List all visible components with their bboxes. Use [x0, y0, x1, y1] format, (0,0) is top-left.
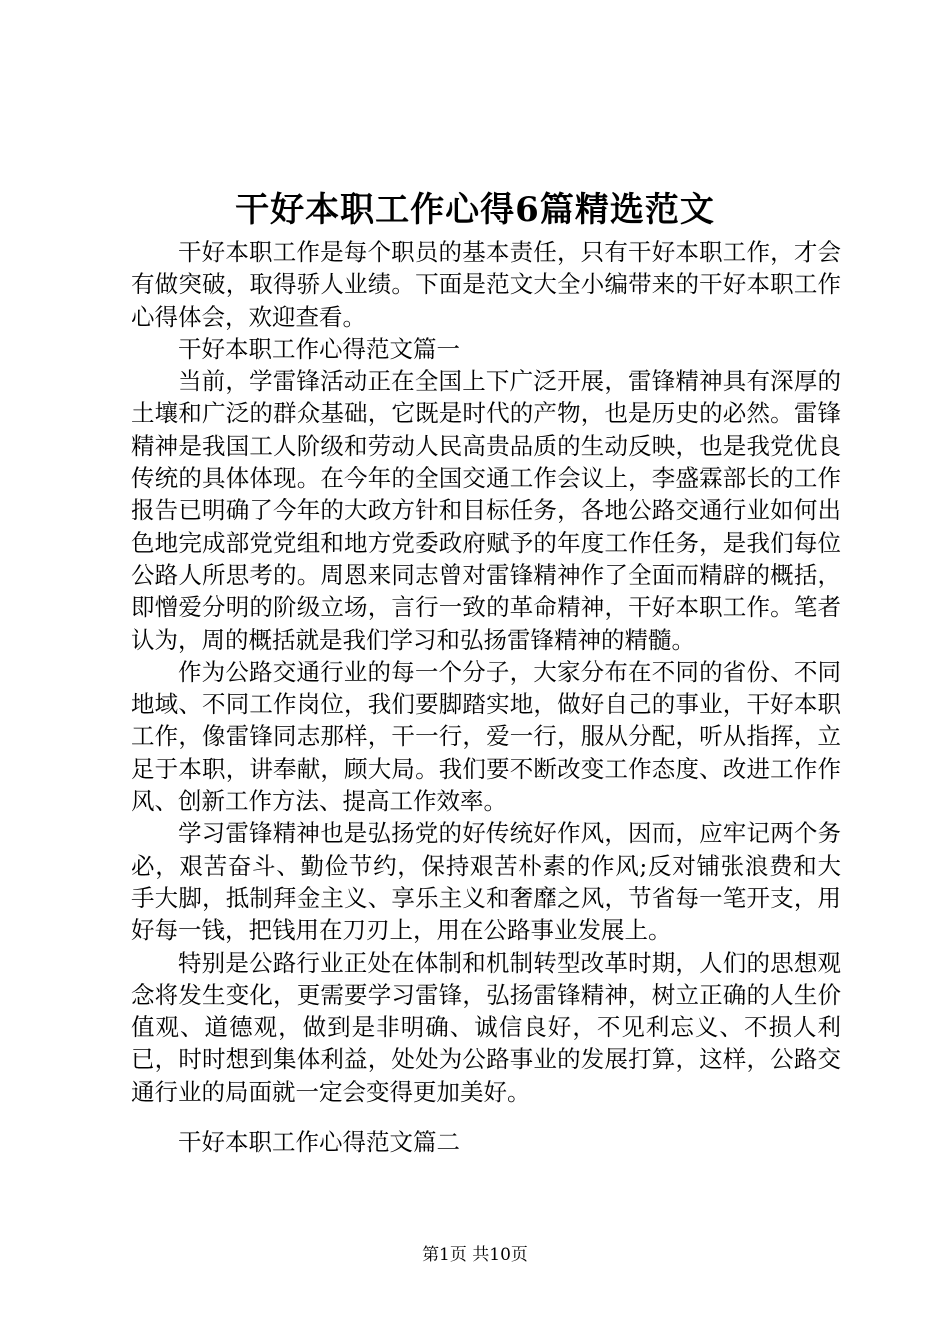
section-heading-1: 干好本职工作心得范文篇一 — [178, 334, 460, 363]
section-heading-2: 干好本职工作心得范文篇二 — [178, 1128, 460, 1157]
body-paragraph: 作为公路交通行业的每一个分子，大家分布在不同的省份、不同地域、不同工作岗位，我们要脚踏实地，做好自己的事业，干好本职工作，像雷锋同志那样，干一行，爱一行，服从分配，听从指挥，立足于本职，讲奉献，顾大局。我们要不断改变工作态度、改进工作作风、创新工作方法、提高工作效率。 — [131, 657, 841, 816]
intro-paragraph: 干好本职工作是每个职员的基本责任，只有干好本职工作，才会有做突破，取得骄人业绩。下面是范文大全小编带来的干好本职工作心得体会，欢迎查看。 — [131, 238, 841, 331]
body-paragraph: 特别是公路行业正处在体制和机制转型改革时期，人们的思想观念将发生变化，更需要学习雷锋，弘扬雷锋精神，树立正确的人生价值观、道德观，做到是非明确、诚信良好，不见利忘义、不损人利已，时时想到集体利益，处处为公路事业的发展打算，这样，公路交通行业的局面就一定会变得更加美好。 — [131, 948, 841, 1106]
page-footer: 第1页 共10页 — [422, 1245, 528, 1265]
body-paragraph: 学习雷锋精神也是弘扬党的好传统好作风，因而，应牢记两个务必，艰苦奋斗、勤俭节约，保持艰苦朴素的作风;反对铺张浪费和大手大脚，抵制拜金主义、享乐主义和奢靡之风，节省每一笔开支，用好每一钱，把钱用在刀刃上，用在公路事业发展上。 — [131, 819, 841, 945]
document-title: 干好本职工作心得6篇精选范文 — [235, 190, 715, 230]
body-paragraph: 当前，学雷锋活动正在全国上下广泛开展，雷锋精神具有深厚的土壤和广泛的群众基础，它既是时代的产物，也是历史的必然。雷锋精神是我国工人阶级和劳动人民高贵品质的生动反映，也是我党优良传统的具体体现。在今年的全国交通工作会议上，李盛霖部长的工作报告已明确了今年的大政方针和目标任务，各地公路交通行业如何出色地完成部党党组和地方党委政府赋予的年度工作任务，是我们每位公路人所思考的。周恩来同志曾对雷锋精神作了全面而精辟的概括，即憎爱分明的阶级立场，言行一致的革命精神，干好本职工作。笔者认为，周的概括就是我们学习和弘扬雷锋精神的精髓。 — [131, 367, 841, 654]
document-body — [131, 236, 841, 1158]
